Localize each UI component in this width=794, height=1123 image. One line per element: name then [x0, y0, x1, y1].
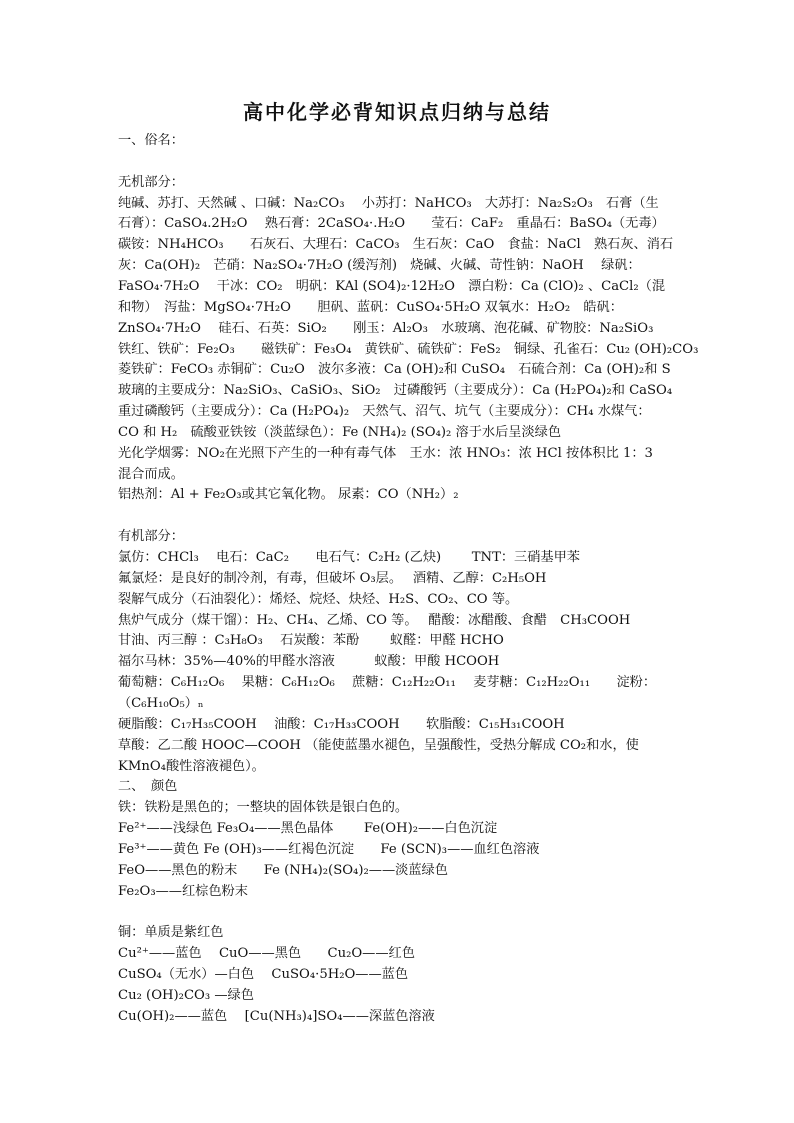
text-line: 有机部分： [118, 529, 184, 545]
text-line: KMnO₄酸性溶液褪色）。 [118, 758, 265, 774]
text-line: 菱铁矿：FeCO₃ 赤铜矿：Cu₂O 波尔多液：Ca (OH)₂和 CuSO₄ 石硫合剂：Ca (OH)₂和 S [118, 362, 671, 378]
text-line: 草酸：乙二酸 HOOC—COOH （能使蓝墨水褪色，呈强酸性，受热分解成 CO₂和水，使 [118, 737, 639, 753]
text-line: 氯仿：CHCl₃ 电石：CaC₂ 电石气：C₂H₂ (乙炔) TNT：三硝基甲苯 [118, 550, 580, 565]
text-line: Fe²⁺——浅绿色 Fe₃O₄——黑色晶体 Fe(OH)₂——白色沉淀 [118, 821, 498, 837]
text-line: 碳铵：NH₄HCO₃ 石灰石、大理石：CaCO₃ 生石灰：CaO 食盐：NaCl 熟石灰、消石 [118, 237, 674, 253]
page-title: 高中化学必背知识点归纳与总结 [243, 100, 551, 124]
text-line: FeO——黑色的粉末 Fe (NH₄)₂(SO₄)₂——淡蓝绿色 [118, 862, 448, 878]
text-line: 二、 颜色 [118, 779, 178, 795]
text-line: 石膏）：CaSO₄.2H₂O 熟石膏：2CaSO₄·.H₂O 莹石：CaF₂ 重晶石：BaSO₄（无毒） [118, 216, 665, 232]
text-line: CuSO₄（无水）—白色 CuSO₄·5H₂O——蓝色 [118, 967, 409, 982]
text-line: 灰：Ca(OH)₂ 芒硝：Na₂SO₄·7H₂O (缓泻剂) 烧碱、火碱、苛性钠：NaOH 绿矾： [118, 258, 641, 274]
text-line: 和物） 泻盐：MgSO₄·7H₂O 胆矾、蓝矾：CuSO₄·5H₂O 双氧水：H₂O₂ 皓矾： [118, 299, 623, 315]
text-line: Fe₂O₃——红棕色粉末 [118, 883, 248, 899]
text-line: Cu(OH)₂——蓝色 [Cu(NH₃)₄]SO₄——深蓝色溶液 [118, 1008, 435, 1024]
text-line: 铜：单质是紫红色 [118, 925, 224, 941]
text-line: Cu₂ (OH)₂CO₃ —绿色 [118, 987, 254, 1003]
text-line: 葡萄糖：C₆H₁₂O₆ 果糖：C₆H₁₂O₆ 蔗糖：C₁₂H₂₂O₁₁ 麦芽糖：C₁₂H₂₂O₁₁ 淀粉： [118, 675, 657, 691]
text-line: 一、俗名： [118, 133, 184, 148]
text-line: Cu²⁺——蓝色 CuO——黑色 Cu₂O——红色 [118, 946, 415, 962]
text-line: 无机部分： [118, 174, 184, 190]
text-line: （C₆H₁₀O₅）ₙ [118, 695, 204, 711]
text-line: 氟氯烃：是良好的制冷剂，有毒，但破坏 O₃层。 酒精、乙醇：C₂H₅OH [118, 570, 547, 586]
text-line: FaSO₄·7H₂O 干冰：CO₂ 明矾：KAl (SO4)₂·12H₂O 漂白粉：Ca (ClO)₂ 、CaCl₂（混 [118, 278, 666, 294]
text-line: CO 和 H₂ 硫酸亚铁铵（淡蓝绿色）：Fe (NH₄)₂ (SO₄)₂ 溶于水后呈淡绿色 [118, 424, 562, 440]
text-line: ZnSO₄·7H₂O 硅石、石英：SiO₂ 刚玉：Al₂O₃ 水玻璃、泡花碱、矿物胶：Na₂SiO₃ [118, 320, 654, 336]
text-line: 福尔马林：35%—40%的甲醛水溶液 蚁酸：甲酸 HCOOH [118, 654, 500, 670]
text-line: Fe³⁺——黄色 Fe (OH)₃——红褐色沉淀 Fe (SCN)₃——血红色溶液 [118, 841, 540, 857]
text-line: 玻璃的主要成分：Na₂SiO₃、CaSiO₃、SiO₂ 过磷酸钙（主要成分）：Ca (H₂PO₄)₂和 CaSO₄ [118, 383, 673, 399]
text-line: 纯碱、苏打、天然碱 、口碱：Na₂CO₃ 小苏打：NaHCO₃ 大苏打：Na₂S₂O₃ 石膏（生 [118, 195, 659, 211]
text-line: 混合而成。 [118, 466, 184, 482]
text-line: 硬脂酸：C₁₇H₃₅COOH 油酸：C₁₇H₃₃COOH 软脂酸：C₁₅H₃₁COOH [118, 716, 565, 732]
text-line: 裂解气成分（石油裂化）：烯烃、烷烃、炔烃、H₂S、CO₂、CO 等。 [118, 591, 519, 607]
text-line: 铝热剂：Al + Fe₂O₃或其它氧化物。 尿素：CO（NH₂）₂ [118, 487, 459, 503]
text-line: 甘油、丙三醇 ：C₃H₈O₃ 石炭酸：苯酚 蚁醛：甲醛 HCHO [118, 633, 504, 649]
text-line: 焦炉气成分（煤干馏）：H₂、CH₄、乙烯、CO 等。 醋酸：冰醋酸、食醋 CH₃COOH [118, 612, 631, 628]
text-line: 重过磷酸钙（主要成分）：Ca (H₂PO₄)₂ 天然气、沼气、坑气（主要成分）：CH₄ 水煤气： [118, 404, 651, 420]
text-line: 铁红、铁矿：Fe₂O₃ 磁铁矿：Fe₃O₄ 黄铁矿、硫铁矿：FeS₂ 铜绿、孔雀石：Cu₂ (OH)₂CO₃ [118, 341, 699, 357]
text-line: 铁：铁粉是黑色的；一整块的固体铁是银白色的。 [118, 800, 409, 816]
text-line: 光化学烟雾：NO₂在光照下产生的一种有毒气体 王水：浓 HNO₃：浓 HCl 按体积比 1：3 [118, 445, 653, 461]
